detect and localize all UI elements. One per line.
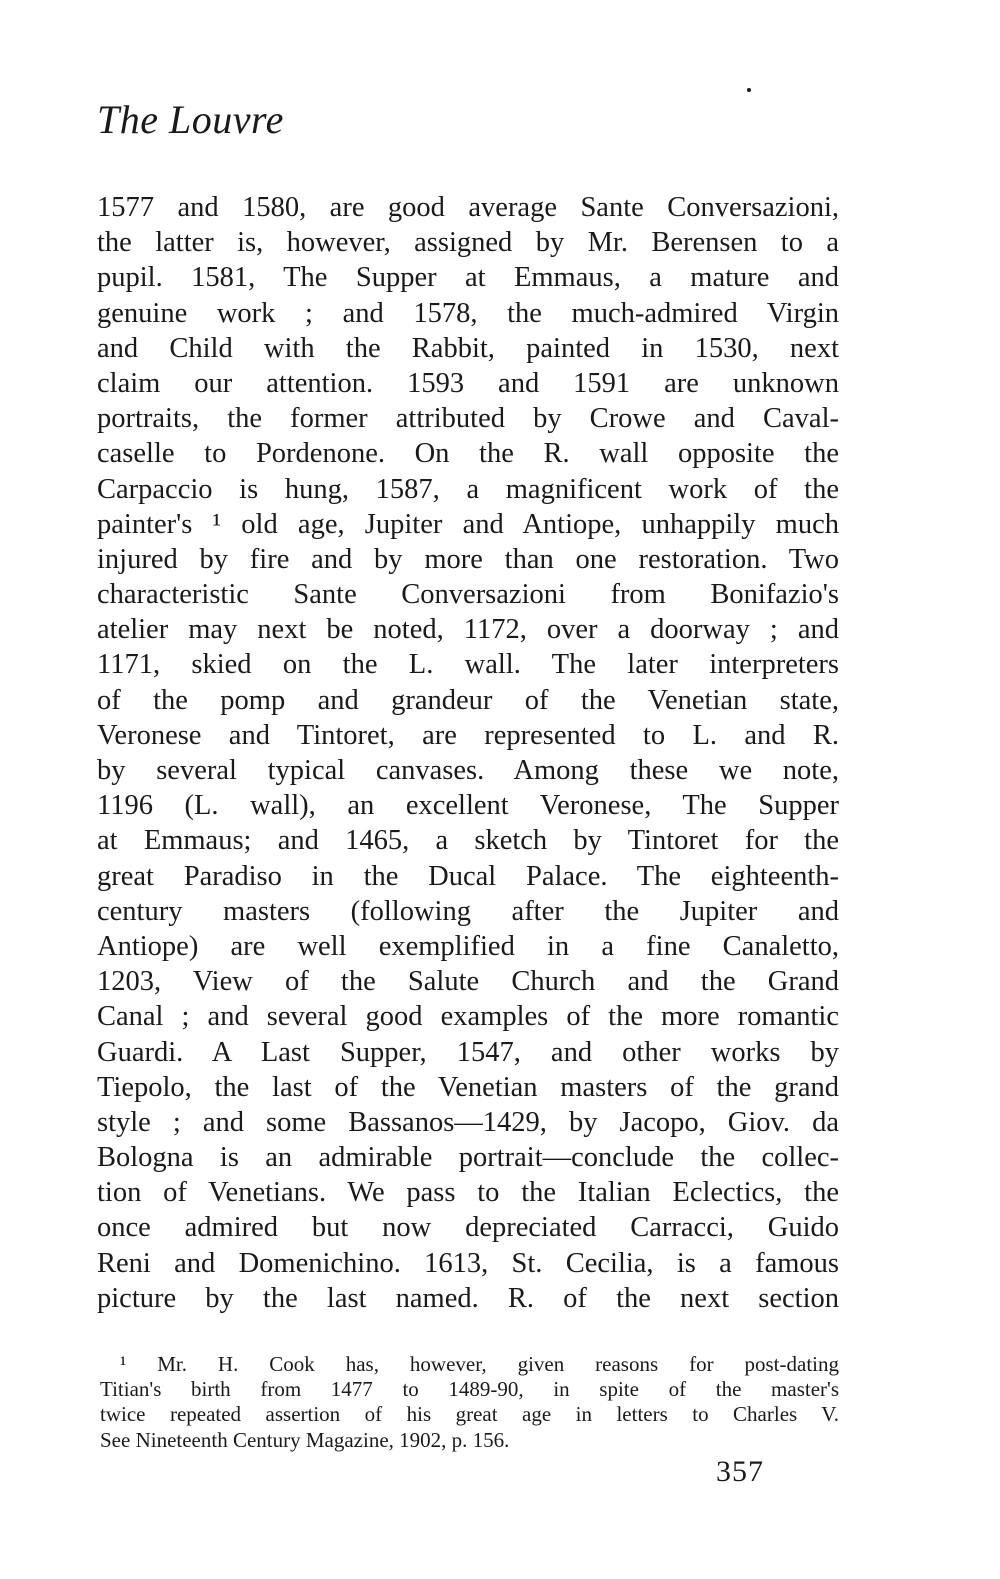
body-line: once admired but now depreciated Carracci, Guido [97,1212,839,1244]
body-line: style ; and some Bassanos—1429, by Jacopo, Giov. da [97,1106,839,1138]
body-line: atelier may next be noted, 1172, over a doorway ; and [97,614,839,646]
body-line: Reni and Domenichino. 1613, St. Cecilia, is a famous [97,1247,839,1279]
print-speck [747,88,751,92]
body-line: injured by fire and by more than one restoration. Two [97,543,839,575]
body-line: Veronese and Tintoret, are represented to L. and R. [97,719,839,751]
body-line: pupil. 1581, The Supper at Emmaus, a mature and [97,262,839,294]
body-line: Tiepolo, the last of the Venetian masters of the grand [97,1071,839,1103]
body-line: great Paradiso in the Ducal Palace. The eighteenth- [97,860,839,892]
footnote-line: twice repeated assertion of his great age in letters to Charles V. [100,1402,839,1427]
footnote [100,1352,839,1453]
body-line: tion of Venetians. We pass to the Italian Eclectics, the [97,1177,839,1209]
footnote-line: See Nineteenth Century Magazine, 1902, p. 156. [100,1427,510,1452]
footnote-line: ¹ Mr. H. Cook has, however, given reasons for post-dating [120,1352,839,1376]
body-line: of the pomp and grandeur of the Venetian state, [97,684,839,716]
running-head: The Louvre [97,97,284,142]
body-line: century masters (following after the Jupiter and [97,895,839,927]
body-line: caselle to Pordenone. On the R. wall opposite the [97,438,839,470]
page-number: 357 [716,1455,764,1488]
body-line: by several typical canvases. Among these we note, [97,755,839,786]
body-line: Carpaccio is hung, 1587, a magnificent work of the [97,473,839,505]
body-line: claim our attention. 1593 and 1591 are unknown [97,367,839,399]
body-line: 1196 (L. wall), an excellent Veronese, The Supper [97,790,839,822]
body-line: picture by the last named. R. of the next section [97,1282,839,1314]
body-line: 1203, View of the Salute Church and the Grand [97,966,839,998]
body-line: at Emmaus; and 1465, a sketch by Tintoret for the [97,825,839,857]
body-line: Canal ; and several good examples of the more romantic [97,1001,839,1033]
body-line: 1577 and 1580, are good average Sante Conversazioni, [97,192,839,223]
body-line: the latter is, however, assigned by Mr. Berensen to a [97,227,839,259]
footnote-line: Titian's birth from 1477 to 1489-90, in spite of the master's [100,1377,839,1402]
body-line: portraits, the former attributed by Crowe and Caval- [97,403,839,435]
body-line: characteristic Sante Conversazioni from Bonifazio's [97,579,839,611]
body-text [97,190,839,1316]
body-line: Guardi. A Last Supper, 1547, and other works by [97,1036,839,1068]
body-line: and Child with the Rabbit, painted in 1530, next [97,332,839,364]
body-line: Bologna is an admirable portrait—conclude the collec- [97,1142,839,1174]
body-line: 1171, skied on the L. wall. The later interpreters [97,649,839,681]
body-line: painter's ¹ old age, Jupiter and Antiope, unhappily much [97,508,839,540]
body-line: Antiope) are well exemplified in a fine Canaletto, [97,930,839,962]
body-line: genuine work ; and 1578, the much-admired Virgin [97,297,839,329]
